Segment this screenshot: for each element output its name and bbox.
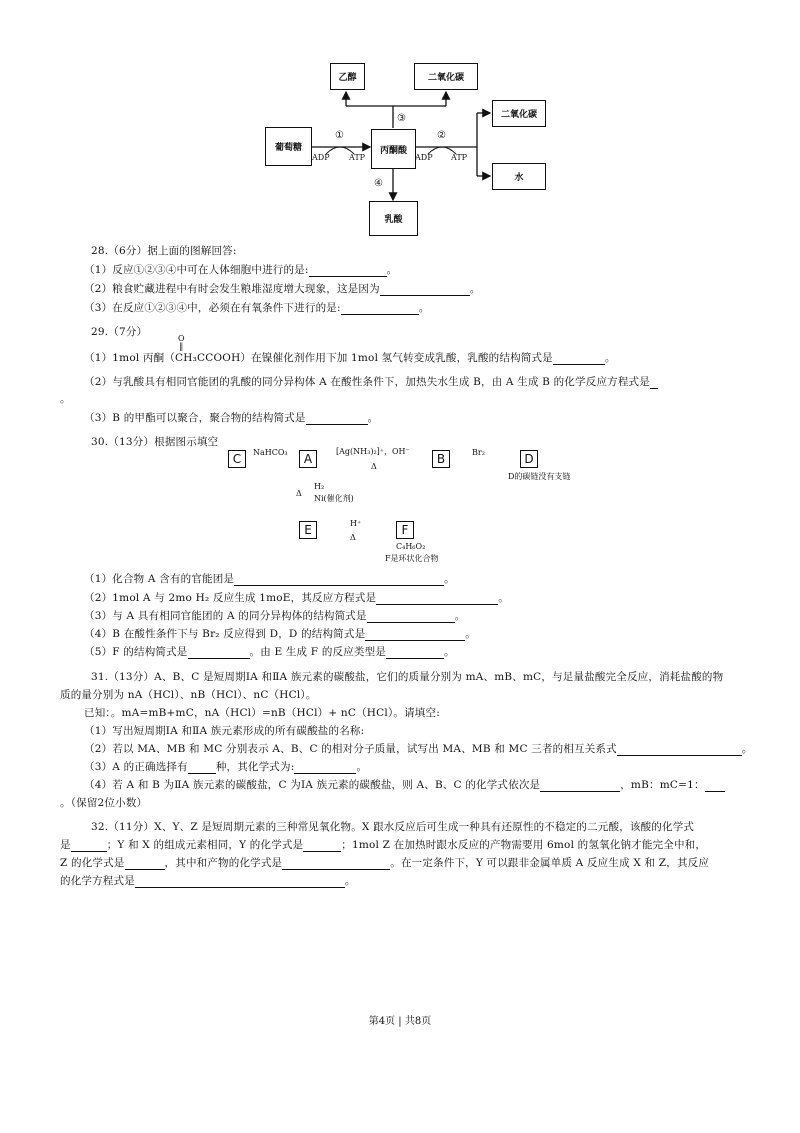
f-note: F是环状化合物 xyxy=(385,554,439,563)
co2-right-box: 二氧化碳 xyxy=(492,100,546,127)
adp-label-2: ADP xyxy=(415,153,433,162)
compound-e-box: E xyxy=(299,521,317,539)
q29-part2-end: 。 xyxy=(60,393,71,405)
ethanol-box: 乙醇 xyxy=(330,63,365,90)
tollens-reagent-label: [Ag(NH₃)₂]⁺，OH⁻ xyxy=(336,447,410,456)
q29-part3: （3）B 的甲酯可以聚合，聚合物的结构简式是 。 xyxy=(84,412,379,424)
q31-part2: （2）若以 MA、MB 和 MC 分别表示 A、B、C 的相对分子质量，试写出 MA、MB 和 MC 三者的相互关系式 。 xyxy=(84,743,753,755)
q30-part1: （1）化合物 A 含有的官能团是 。 xyxy=(84,573,455,585)
q32-paragraph-2: 是 ；Y 和 X 的组成元素相同，Y 的化学式是 ；1mol Z 在加热时跟水反应的产物需要用 6mol 的氢氧化钠才能完全中和， xyxy=(60,839,707,851)
heat-label-3: Δ xyxy=(350,533,356,542)
ni-catalyst-label: Ni(催化剂) xyxy=(314,494,354,503)
lactate-box: 乳酸 xyxy=(369,201,418,236)
q30-part2: （2）1mol A 与 2mo H₂ 反应生成 1moE，其反应方程式是 。 xyxy=(84,592,509,604)
q28-part3: （3）在反应①②③④中，必须在有氧条件下进行的是: 。 xyxy=(84,302,430,314)
q30-heading: 30.（13分）根据图示填空 xyxy=(91,436,219,448)
glucose-box: 葡萄糖 xyxy=(265,127,312,166)
q32-paragraph-3: Z 的化学式是 ，其中和产物的化学式是 。在一定条件下，Y 可以跟非金属单质 A 反应生成 X 和 Z，其反应 xyxy=(60,857,710,869)
reaction-2-label: ② xyxy=(437,130,446,141)
q29-part2: （2）与乳酸具有相同官能团的乳酸的同分异构体 A 在酸性条件下，加热失水生成 B，由 A 生成 B 的化学反应方程式是 xyxy=(84,374,658,389)
h2-label: H₂ xyxy=(314,482,325,491)
reaction-4-label: ④ xyxy=(374,178,383,189)
q29-part1: （1）1mol 丙酮（CH₃CCOOH）在镍催化剂作用下加 1mol 氢气转变成乳酸，乳酸的结构简式是 。 xyxy=(84,352,616,364)
adp-label-1: ADP xyxy=(312,153,330,162)
q31-known: 已知：。mA=mB+mC，nA（HCl）=nB（HCl）+ nC（HCl）。请填空: xyxy=(84,707,440,719)
q31-part3: （3）A 的正确选择有 种，其化学式为: 。 xyxy=(84,761,368,773)
br2-label: Br₂ xyxy=(472,448,485,457)
q32-paragraph-1: 32.（11分）X、Y、Z 是短周期元素的三种常见氧化物。X 跟水反应后可生成一种具有还原性的不稳定的二元酸，该酸的化学式 xyxy=(91,821,695,833)
q28-heading: 28.（6分）据上面的图解回答: xyxy=(91,245,237,257)
atp-label-1: ATP xyxy=(349,153,366,162)
reaction-1-label: ① xyxy=(335,130,344,141)
compound-d-box: D xyxy=(520,450,538,468)
q30-part3: （3）与 A 具有相同官能团的 A 的同分异构体的结构简式是 。 xyxy=(84,610,466,622)
q31-part1: （1）写出短周期ⅠA 和ⅡA 族元素形成的所有碳酸盐的名称: xyxy=(84,725,365,737)
h-plus-label: H⁺ xyxy=(350,519,362,528)
q28-part1: （1）反应①②③④中可在人体细胞中进行的是: 。 xyxy=(84,264,398,276)
compound-b-box: B xyxy=(432,450,450,468)
f-formula-label: C₄H₆O₂ xyxy=(396,542,426,551)
compound-c-box: C xyxy=(228,450,246,468)
reaction-3-label: ③ xyxy=(397,113,406,124)
q31-part4: （4）若 A 和 B 为ⅡA 族元素的碳酸盐，C 为ⅠA 族元素的碳酸盐，则 A、B、C 的化学式依次是 ，mB：mC=1： xyxy=(84,777,725,792)
q32-paragraph-4: 的化学方程式是 。 xyxy=(60,875,356,887)
pyruvate-box: 丙酮酸 xyxy=(371,129,416,169)
compound-f-box: F xyxy=(396,521,414,539)
q30-part4: （4）B 在酸性条件下与 Br₂ 反应得到 D，D 的结构简式是 。 xyxy=(84,628,476,640)
water-box: 水 xyxy=(492,163,546,190)
carbonyl-oxygen: O ‖ xyxy=(178,334,185,351)
q31-part4-end: 。（保留2位小数） xyxy=(60,797,148,809)
nahco3-label: NaHCO₃ xyxy=(253,448,288,457)
q31-paragraph-2: 质的量分别为 nA（HCl）、nB（HCl）、nC（HCl）。 xyxy=(60,689,317,701)
compound-a-box: A xyxy=(299,450,317,468)
co2-top-box: 二氧化碳 xyxy=(414,63,478,90)
q28-part2: （2）粮食贮藏进程中有时会发生粮堆湿度增大现象，这是因为 。 xyxy=(84,283,481,295)
heat-label-2: Δ xyxy=(296,489,302,498)
q29-heading: 29.（7分） xyxy=(91,326,148,338)
heat-label-1: Δ xyxy=(371,462,377,471)
d-note: D的碳链没有支链 xyxy=(508,472,571,481)
atp-label-2: ATP xyxy=(451,153,468,162)
q30-part5: （5）F 的结构简式是 。由 E 生成 F 的反应类型是 。 xyxy=(84,646,455,658)
page-footer: 第4页 | 共8页 xyxy=(368,1016,432,1027)
q31-paragraph-1: 31.（13分）A、B、C 是短周期ⅠA 和ⅡA 族元素的碳酸盐，它们的质量分别为 mA、mB、mC，与足量盐酸完全反应，消耗盐酸的物 xyxy=(91,671,724,683)
